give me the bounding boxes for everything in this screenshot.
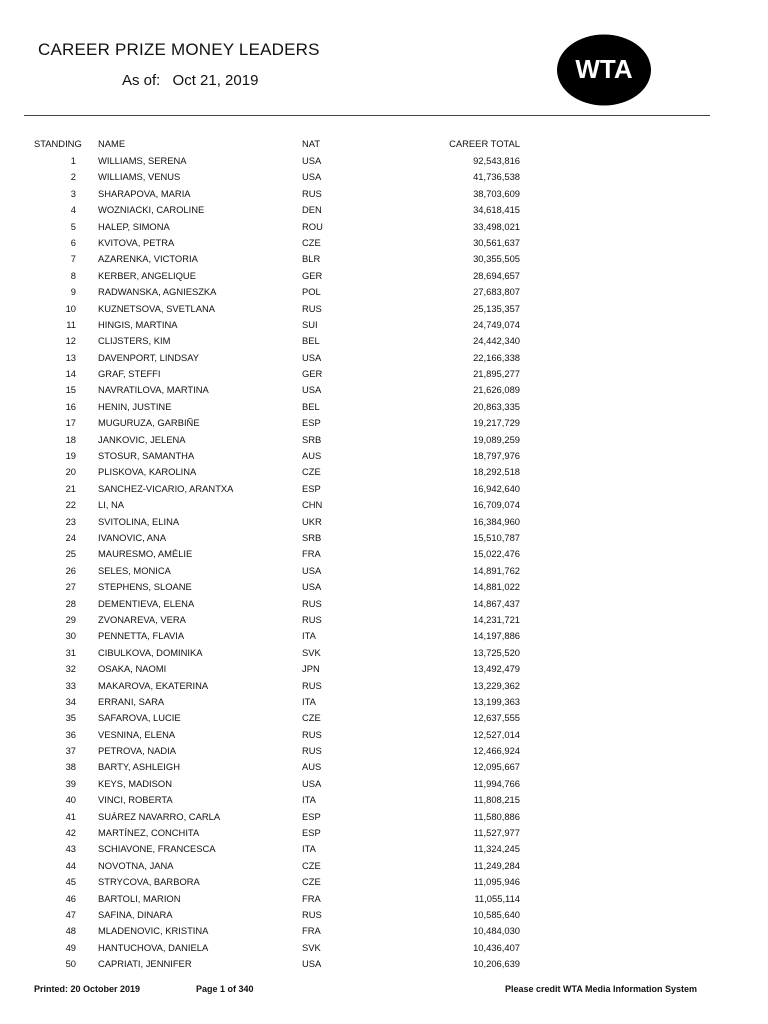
table-row [0,235,768,251]
table-row [0,661,768,677]
table-row [0,628,768,644]
career-total-cell: 13,229,362 [473,679,520,691]
nat-cell: USA [302,384,322,396]
nat-cell: ESP [302,810,321,822]
table-row [0,530,768,546]
nat-cell: BEL [302,335,320,347]
career-total-cell: 22,166,338 [473,351,520,363]
standing-cell: 37 [65,745,76,757]
career-total-cell: 15,022,476 [473,548,520,560]
name-cell: RADWANSKA, AGNIESZKA [98,286,217,298]
table-row [0,333,768,349]
standing-cell: 41 [65,810,76,822]
table-row [0,694,768,710]
nat-cell: CZE [302,712,321,724]
career-total-cell: 24,749,074 [473,318,520,330]
standing-cell: 7 [70,253,76,265]
nat-cell: USA [302,958,322,970]
standing-cell: 4 [70,204,76,216]
name-cell: GRAF, STEFFI [98,368,161,380]
standing-cell: 49 [65,941,76,953]
table-row [0,710,768,726]
name-cell: MAKAROVA, EKATERINA [98,679,209,691]
career-total-cell: 16,942,640 [473,482,520,494]
table-row [0,956,768,972]
nat-cell: USA [302,171,322,183]
career-total-cell: 12,466,924 [473,745,520,757]
nat-cell: CHN [302,499,323,511]
standing-cell: 2 [70,171,76,183]
standing-cell: 34 [65,695,76,707]
nat-cell: BEL [302,400,320,412]
nat-cell: RUS [302,302,322,314]
career-total-cell: 14,231,721 [473,613,520,625]
standing-cell: 13 [65,351,76,363]
name-cell: STOSUR, SAMANTHA [98,450,195,462]
table-row [0,546,768,562]
name-cell: AZARENKA, VICTORIA [98,253,198,265]
career-total-cell: 20,863,335 [473,400,520,412]
table-row [0,874,768,890]
name-cell: SELES, MONICA [98,564,171,576]
standing-cell: 8 [70,269,76,281]
nat-cell: SRB [302,531,322,543]
table-row [0,301,768,317]
header-divider [24,115,710,116]
career-total-cell: 18,292,518 [473,466,520,478]
career-total-cell: 18,797,976 [473,450,520,462]
table-row [0,169,768,185]
nat-cell: USA [302,581,322,593]
name-cell: WILLIAMS, SERENA [98,155,187,166]
table-row [0,645,768,661]
name-cell: DAVENPORT, LINDSAY [98,351,200,363]
nat-cell: AUS [302,450,322,462]
standing-cell: 20 [65,466,76,478]
standing-cell: 46 [65,892,76,904]
nat-cell: RUS [302,187,322,199]
table-row [0,366,768,382]
name-cell: OSAKA, NAOMI [98,663,167,675]
career-total-cell: 24,442,340 [473,335,520,347]
name-cell: WILLIAMS, VENUS [98,171,181,183]
career-total-cell: 19,089,259 [473,433,520,445]
nat-cell: ITA [302,794,316,806]
name-cell: PETROVA, NADIA [98,745,176,757]
career-total-cell: 27,683,807 [473,286,520,298]
standing-cell: 3 [70,187,76,199]
career-total-cell: 21,895,277 [473,368,520,380]
table-row [0,382,768,398]
standing-cell: 9 [70,286,76,298]
prize-money-table [0,136,768,973]
nat-cell: ITA [302,843,316,855]
standing-cell: 23 [65,515,76,527]
career-total-cell: 11,249,284 [473,859,520,871]
standing-cell: 18 [65,433,76,445]
name-cell: SVITOLINA, ELINA [98,515,180,527]
name-cell: VESNINA, ELENA [98,728,176,740]
name-cell: JANKOVIC, JELENA [98,433,186,445]
nat-cell: CZE [302,236,321,248]
nat-cell: SVK [302,941,321,953]
name-cell: CLIJSTERS, KIM [98,335,171,347]
name-cell: ZVONAREVA, VERA [98,613,186,625]
standing-cell: 19 [65,450,76,462]
nat-cell: ITA [302,695,316,707]
name-cell: HINGIS, MARTINA [98,318,178,330]
table-row [0,776,768,792]
as-of-line [122,72,266,89]
standing-cell: 42 [65,827,76,839]
standing-cell: 22 [65,499,76,511]
standing-cell: 24 [65,531,76,543]
nat-cell: RUS [302,728,322,740]
nat-cell: ITA [302,630,316,642]
standing-cell: 38 [65,761,76,773]
table-row [0,251,768,267]
table-row [0,497,768,513]
nat-cell: RUS [302,613,322,625]
page-number: Page 1 of 340 [196,984,254,994]
career-total-cell: 33,498,021 [473,220,520,232]
printed-date: Printed: 20 October 2019 [34,984,141,994]
name-cell: STEPHENS, SLOANE [98,581,192,593]
career-total-cell: 19,217,729 [473,417,520,429]
table-header-row [0,136,768,152]
as-of-label: As of: [122,72,161,89]
table-row [0,809,768,825]
name-cell: LI, NA [98,499,125,511]
table-row [0,350,768,366]
standing-cell: 44 [65,859,76,871]
career-total-cell: 34,618,415 [473,204,520,216]
credit-line: Please credit WTA Media Information System [505,984,698,994]
career-total-cell: 92,543,816 [473,155,520,166]
table-row [0,399,768,415]
career-total-cell: 25,135,357 [473,302,520,314]
nat-cell: JPN [302,663,320,675]
table-row [0,284,768,300]
name-cell: NOVOTNA, JANA [98,859,174,871]
nat-cell: CZE [302,876,321,888]
table-row [0,825,768,841]
career-total-cell: 16,709,074 [473,499,520,511]
name-cell: NAVRATILOVA, MARTINA [98,384,209,396]
table-row [0,153,768,169]
career-total-cell: 12,637,555 [473,712,520,724]
nat-cell: RUS [302,745,322,757]
table-row [0,464,768,480]
name-cell: KUZNETSOVA, SVETLANA [98,302,216,314]
table-row [0,891,768,907]
name-cell: MLADENOVIC, KRISTINA [98,925,209,937]
career-total-cell: 11,095,946 [473,876,520,888]
standing-cell: 21 [65,482,76,494]
name-cell: CAPRIATI, JENNIFER [98,958,192,970]
career-total-cell: 12,527,014 [473,728,520,740]
table-row [0,792,768,808]
name-cell: WOZNIACKI, CAROLINE [98,204,205,216]
career-total-cell: 14,197,886 [473,630,520,642]
name-cell: SHARAPOVA, MARIA [98,187,191,199]
standing-cell: 35 [65,712,76,724]
career-total-cell: 10,206,639 [473,958,520,970]
nat-cell: RUS [302,597,322,609]
nat-cell: UKR [302,515,322,527]
table-row [0,858,768,874]
standing-cell: 11 [66,318,76,330]
career-total-cell: 41,736,538 [473,171,520,183]
standing-cell: 12 [65,335,76,347]
table-row [0,841,768,857]
nat-cell: POL [302,286,321,298]
table-row [0,596,768,612]
col-header-nat: NAT [302,138,321,149]
name-cell: CIBULKOVA, DOMINIKA [98,646,203,658]
nat-cell: RUS [302,908,322,920]
standing-cell: 26 [65,564,76,576]
standing-cell: 32 [65,663,76,675]
standing-cell: 15 [65,384,76,396]
standing-cell: 47 [65,908,76,920]
name-cell: MUGURUZA, GARBIÑE [98,417,200,429]
name-cell: DEMENTIEVA, ELENA [98,597,195,609]
wta-logo-text: WTA [575,54,633,84]
col-header-career-total: CAREER TOTAL [449,138,520,149]
standing-cell: 6 [70,236,76,248]
name-cell: HENIN, JUSTINE [98,400,172,412]
career-total-cell: 12,095,667 [473,761,520,773]
standing-cell: 36 [65,728,76,740]
table-row [0,612,768,628]
table-row [0,907,768,923]
career-total-cell: 14,891,762 [473,564,520,576]
standing-cell: 33 [65,679,76,691]
wta-logo [556,34,652,106]
table-row [0,268,768,284]
nat-cell: USA [302,155,322,166]
nat-cell: CZE [302,466,321,478]
name-cell: BARTY, ASHLEIGH [98,761,180,773]
standing-cell: 5 [70,220,76,232]
as-of-date: Oct 21, 2019 [172,72,259,89]
nat-cell: BLR [302,253,321,265]
standing-cell: 50 [65,958,76,970]
nat-cell: ESP [302,827,321,839]
standing-cell: 16 [65,400,76,412]
career-total-cell: 11,527,977 [473,827,520,839]
nat-cell: AUS [302,761,322,773]
standing-cell: 17 [65,417,76,429]
name-cell: VINCI, ROBERTA [98,794,173,806]
standing-cell: 39 [65,777,76,789]
standing-cell: 28 [65,597,76,609]
standing-cell: 1 [70,155,76,166]
nat-cell: DEN [302,204,322,216]
standing-cell: 30 [65,630,76,642]
table-row [0,743,768,759]
nat-cell: CZE [302,859,321,871]
col-header-name: NAME [98,138,126,149]
nat-cell: FRA [302,548,321,560]
career-total-cell: 11,055,114 [474,892,520,904]
career-total-cell: 10,484,030 [473,925,520,937]
col-header-standing: STANDING [34,138,82,149]
career-total-cell: 38,703,609 [473,187,520,199]
page-title: CAREER PRIZE MONEY LEADERS [38,40,320,59]
name-cell: SAFINA, DINARA [98,908,173,920]
name-cell: PLISKOVA, KAROLINA [98,466,197,478]
name-cell: MAURESMO, AMÉLIE [98,548,193,560]
nat-cell: GER [302,368,323,380]
nat-cell: ROU [302,220,323,232]
career-total-cell: 11,580,886 [473,810,520,822]
career-total-cell: 30,561,637 [473,236,520,248]
nat-cell: USA [302,777,322,789]
name-cell: IVANOVIC, ANA [98,531,167,543]
career-total-cell: 10,436,407 [473,941,520,953]
career-total-cell: 28,694,657 [473,269,520,281]
table-row [0,563,768,579]
standing-cell: 27 [65,581,76,593]
name-cell: KVITOVA, PETRA [98,236,175,248]
standing-cell: 29 [65,613,76,625]
nat-cell: USA [302,564,322,576]
nat-cell: FRA [302,925,321,937]
nat-cell: FRA [302,892,321,904]
name-cell: HANTUCHOVA, DANIELA [98,941,209,953]
table-row [0,579,768,595]
career-total-cell: 11,808,215 [473,794,520,806]
nat-cell: GER [302,269,323,281]
table-row [0,678,768,694]
name-cell: KEYS, MADISON [98,777,172,789]
nat-cell: SVK [302,646,321,658]
table-row [0,202,768,218]
table-body [0,153,768,973]
nat-cell: ESP [302,417,321,429]
standing-cell: 45 [65,876,76,888]
table-row [0,759,768,775]
name-cell: ERRANI, SARA [98,695,165,707]
name-cell: SCHIAVONE, FRANCESCA [98,843,216,855]
name-cell: SUÁREZ NAVARRO, CARLA [98,810,221,822]
career-total-cell: 16,384,960 [473,515,520,527]
name-cell: PENNETTA, FLAVIA [98,630,185,642]
career-total-cell: 14,867,437 [473,597,520,609]
standing-cell: 25 [65,548,76,560]
name-cell: KERBER, ANGELIQUE [98,269,196,281]
table-row [0,415,768,431]
career-total-cell: 11,324,245 [473,843,520,855]
standing-cell: 40 [65,794,76,806]
nat-cell: SUI [302,318,318,330]
career-total-cell: 21,626,089 [473,384,520,396]
standing-cell: 43 [65,843,76,855]
table-row [0,317,768,333]
standing-cell: 10 [65,302,76,314]
career-total-cell: 30,355,505 [473,253,520,265]
career-total-cell: 15,510,787 [473,531,520,543]
table-row [0,219,768,235]
table-row [0,727,768,743]
name-cell: SANCHEZ-VICARIO, ARANTXA [98,482,234,494]
table-row [0,432,768,448]
standing-cell: 14 [65,368,76,380]
nat-cell: ESP [302,482,321,494]
table-row [0,481,768,497]
career-total-cell: 13,725,520 [473,646,520,658]
standing-cell: 31 [65,646,76,658]
table-row [0,940,768,956]
table-row [0,514,768,530]
name-cell: STRYCOVA, BARBORA [98,876,200,888]
table-row [0,448,768,464]
career-total-cell: 13,492,479 [473,663,520,675]
name-cell: HALEP, SIMONA [98,220,170,232]
career-total-cell: 10,585,640 [473,908,520,920]
table-row [0,923,768,939]
nat-cell: RUS [302,679,322,691]
career-total-cell: 14,881,022 [473,581,520,593]
name-cell: MARTÍNEZ, CONCHITA [98,827,200,839]
nat-cell: SRB [302,433,322,445]
standing-cell: 48 [65,925,76,937]
career-total-cell: 11,994,766 [473,777,520,789]
nat-cell: USA [302,351,322,363]
name-cell: BARTOLI, MARION [98,892,181,904]
career-total-cell: 13,199,363 [473,695,520,707]
name-cell: SAFAROVA, LUCIE [98,712,181,724]
table-row [0,186,768,202]
